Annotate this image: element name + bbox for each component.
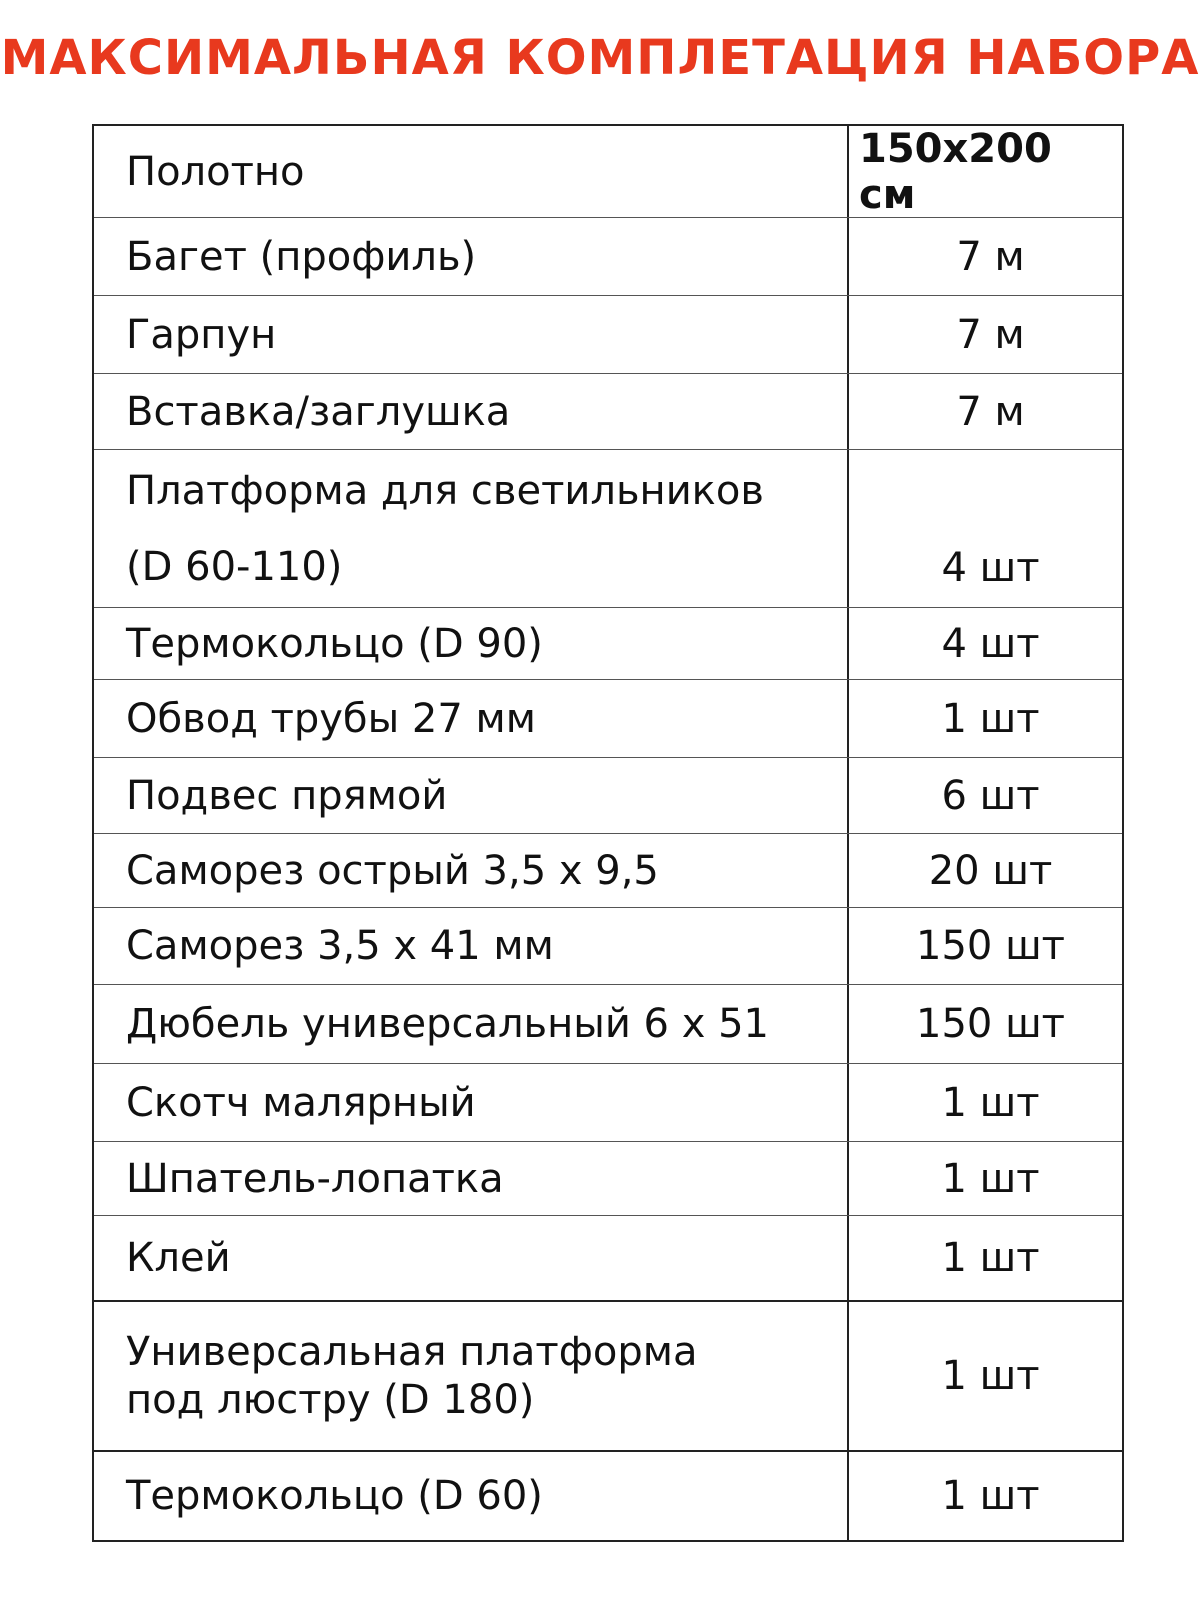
table-row (94, 296, 1122, 374)
item-quantity: 4 шт (941, 545, 1040, 591)
item-name: Шпатель-лопатка (94, 1142, 849, 1215)
item-quantity: 1 шт (941, 1235, 1040, 1281)
item-quantity: 7 м (956, 233, 1025, 280)
table-row (94, 218, 1122, 296)
item-quantity: 6 шт (941, 772, 1040, 819)
item-quantity: 1 шт (941, 1155, 1040, 1202)
table-row (94, 374, 1122, 450)
item-name: Гарпун (94, 296, 849, 373)
item-quantity: 1 шт (941, 695, 1040, 742)
item-quantity: 1 шт (941, 1473, 1040, 1519)
item-name: Вставка/заглушка (94, 374, 849, 449)
item-name: Клей (94, 1216, 849, 1300)
item-name: Термокольцо (D 60) (94, 1452, 849, 1540)
table-row (94, 1064, 1122, 1142)
table-row (94, 758, 1122, 834)
item-quantity: 20 шт (928, 847, 1053, 894)
item-name-line: Платформа для светильников (126, 467, 764, 514)
item-quantity: 7 м (956, 388, 1025, 435)
item-quantity: 1 шт (941, 1079, 1040, 1126)
table-row (94, 126, 1122, 218)
table-row (94, 450, 1122, 608)
item-name-line: (D 60-110) (126, 543, 343, 590)
table-row (94, 1216, 1122, 1302)
item-name: Саморез острый 3,5 х 9,5 (94, 834, 849, 907)
item-name-line: Универсальная платформа (126, 1329, 698, 1375)
table-row (94, 834, 1122, 908)
item-name: Скотч малярный (94, 1064, 849, 1141)
item-name (94, 1302, 849, 1450)
item-quantity: 150 шт (916, 1001, 1065, 1047)
item-quantity: 150 шт (916, 923, 1065, 969)
page-title: МАКСИМАЛЬНАЯ КОМПЛЕТАЦИЯ НАБОРА (0, 30, 1200, 86)
table-row (94, 608, 1122, 680)
table-row (94, 1142, 1122, 1216)
item-name-line: под люстру (D 180) (126, 1377, 535, 1423)
item-name: Дюбель универсальный 6 х 51 (94, 985, 849, 1063)
table-row (94, 1302, 1122, 1452)
item-name: Обвод трубы 27 мм (94, 680, 849, 757)
item-name: Саморез 3,5 х 41 мм (94, 908, 849, 984)
item-quantity: 1 шт (941, 1353, 1040, 1399)
item-name: Багет (профиль) (94, 218, 849, 295)
item-name (94, 450, 849, 607)
table-row (94, 985, 1122, 1064)
kit-contents-table (92, 124, 1124, 1542)
item-quantity: 150х200 см (859, 125, 1052, 218)
item-quantity: 4 шт (941, 620, 1040, 667)
table-row (94, 908, 1122, 985)
item-name: Полотно (94, 126, 849, 217)
table-row (94, 680, 1122, 758)
table-row (94, 1452, 1122, 1540)
item-name: Подвес прямой (94, 758, 849, 833)
item-quantity: 7 м (956, 311, 1025, 358)
item-name: Термокольцо (D 90) (94, 608, 849, 679)
